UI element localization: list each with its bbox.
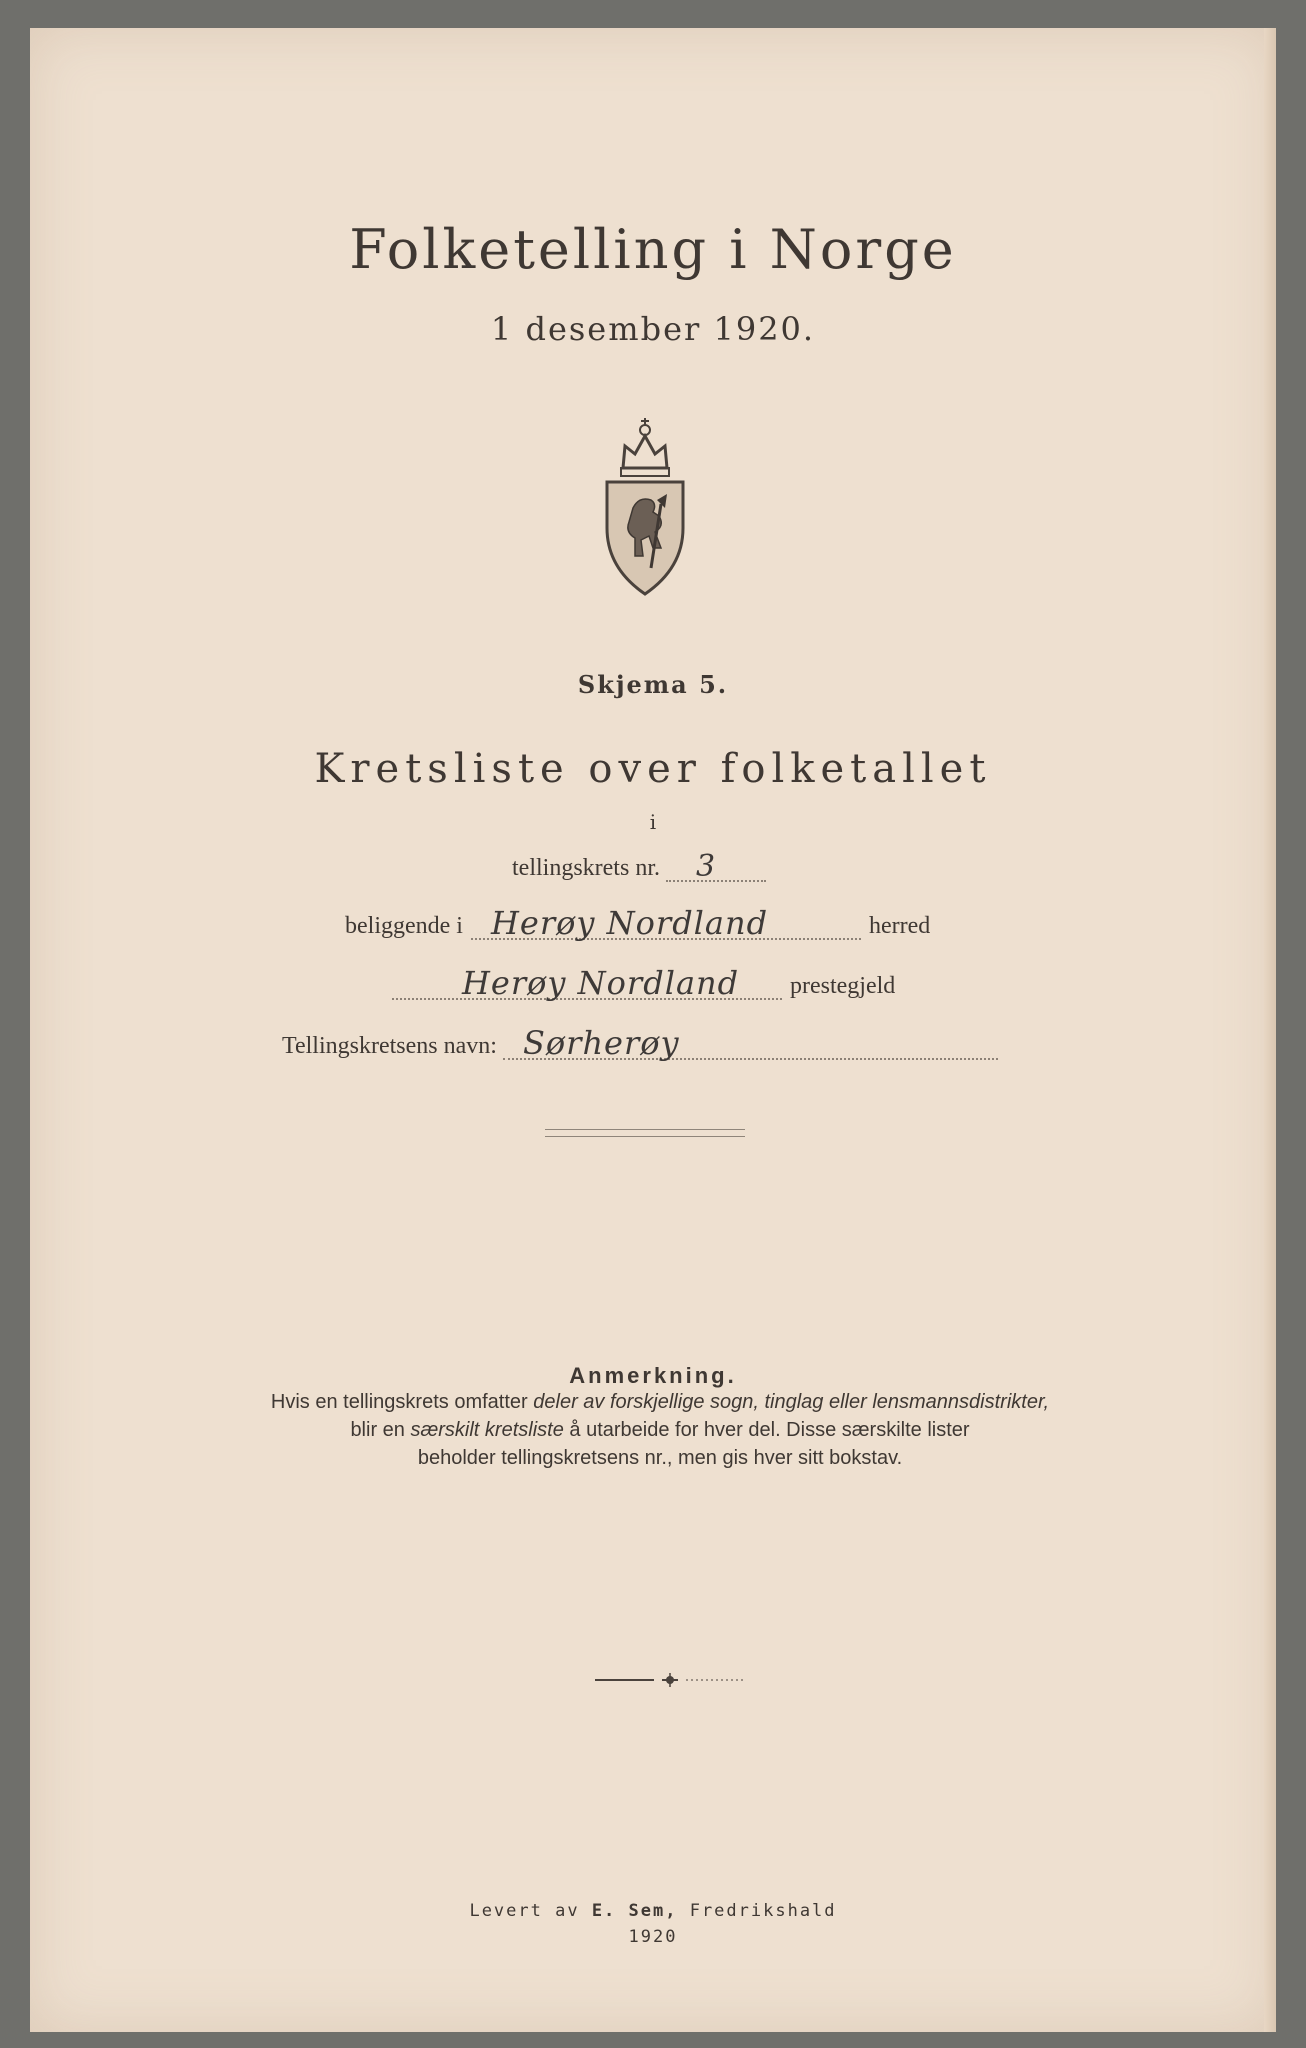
- note-text: [220, 1388, 1100, 1472]
- page-title: Folketelling i Norge: [349, 218, 957, 281]
- census-date: 1 desember 1920.: [490, 310, 816, 348]
- prestegjeld-row: [392, 964, 895, 1000]
- schema-label: Skjema 5.: [577, 670, 729, 699]
- prestegjeld-label: prestegjeld: [790, 973, 896, 999]
- beliggende-value: Herøy Nordland: [490, 904, 769, 942]
- ornament-divider-icon: [590, 1673, 750, 1687]
- note-line-3: beholder tellingskretsens nr., men gis hver sitt bokstav.: [417, 1447, 903, 1469]
- printer-line: Levert av E. Sem, Fredrikshald: [469, 1901, 837, 1921]
- prestegjeld-field[interactable]: [392, 964, 782, 1000]
- herred-label: herred: [868, 913, 931, 939]
- tellingskrets-label: tellingskrets nr.: [512, 855, 660, 881]
- beliggende-field[interactable]: [471, 904, 861, 940]
- note-line-1: Hvis en tellingskrets omfatter deler av forskjellige sogn, tinglag eller lensmannsdistrikter,: [270, 1391, 1050, 1413]
- preposition-i: i: [649, 810, 657, 834]
- print-year: 1920: [628, 1927, 678, 1947]
- tellingskrets-value: 3: [695, 849, 717, 884]
- form-title: Kretsliste over folketallet: [314, 746, 992, 792]
- note-title: Anmerkning.: [569, 1363, 737, 1388]
- census-form-page: [30, 28, 1276, 2032]
- prestegjeld-value: Herøy Nordland: [462, 964, 740, 1002]
- navn-row: [282, 1024, 998, 1060]
- beliggende-row: [345, 904, 930, 940]
- note-line-2: blir en særskilt kretsliste å utarbeide for hver del. Disse særskilte lister: [350, 1419, 970, 1441]
- section-separator: [545, 1129, 745, 1137]
- printer-footer: [30, 1898, 1276, 1950]
- tellingskrets-field[interactable]: [666, 846, 766, 882]
- navn-field[interactable]: [503, 1024, 998, 1060]
- beliggende-label: beliggende i: [345, 913, 463, 939]
- navn-value: Sørherøy: [522, 1024, 680, 1062]
- tellingskrets-row: [512, 846, 766, 882]
- navn-label: Tellingskretsens navn:: [282, 1033, 497, 1059]
- norwegian-coat-of-arms-icon: [595, 408, 695, 608]
